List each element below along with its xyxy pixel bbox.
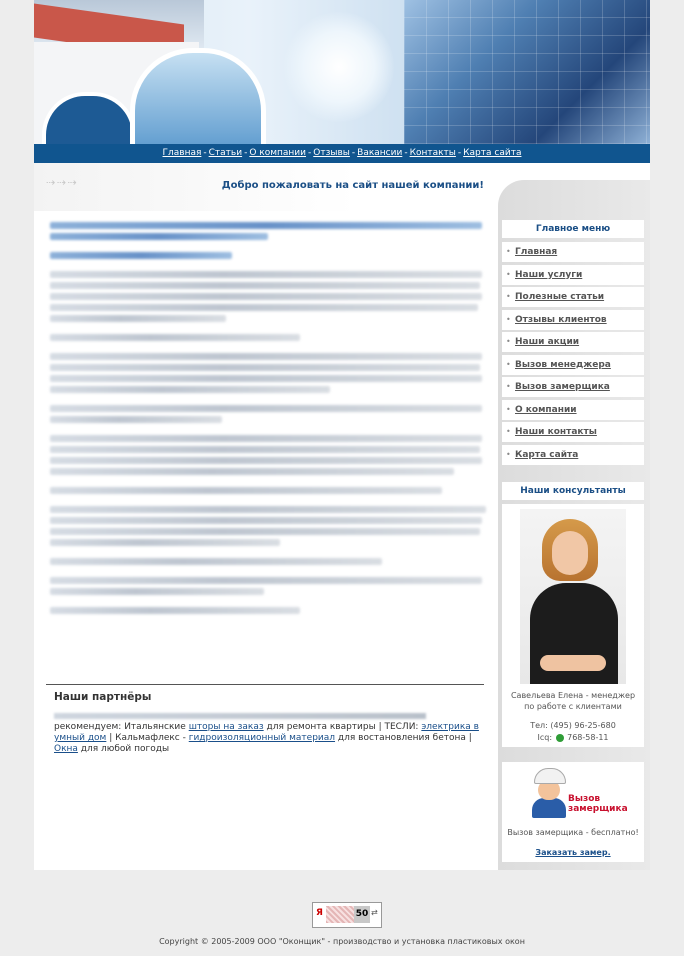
consultant-card — [502, 504, 644, 747]
refresh-arrows-icon: ⇄ — [371, 908, 378, 917]
banner-glass-building — [404, 0, 650, 144]
menu-item-about[interactable]: • О компании — [502, 400, 644, 420]
yandex-counter-badge[interactable] — [312, 902, 382, 928]
content-divider — [46, 684, 484, 685]
consultant-icq: Icq: 768-58-11 — [537, 733, 609, 742]
blurred-paragraph — [50, 506, 486, 546]
sidebar — [498, 180, 650, 870]
menu-item-sitemap[interactable]: • Карта сайта — [502, 445, 644, 465]
nav-about[interactable]: О компании — [249, 148, 307, 158]
consultant-name: Савельева Елена - менеджер по работе с клиентами — [510, 691, 636, 711]
counter-value: 50 — [354, 906, 370, 923]
blurred-paragraph — [50, 607, 486, 614]
menu-item-home[interactable]: • Главная — [502, 242, 644, 262]
partners-section — [54, 692, 486, 755]
consultant-phone: Тел: (495) 96-25-680 — [530, 721, 616, 730]
blurred-heading — [50, 222, 486, 240]
welcome-strip — [34, 163, 496, 211]
menu-item-call-measurer[interactable]: • Вызов замерщика — [502, 377, 644, 397]
copyright: Copyright © 2005-2009 ООО "Оконщик" - производство и установка пластиковых окон — [159, 937, 525, 946]
banner-window-glow — [284, 12, 394, 122]
blurred-paragraph — [50, 271, 486, 322]
consultant-contacts — [502, 720, 644, 744]
worker-helmet-icon — [532, 768, 566, 816]
blurred-paragraph — [50, 405, 486, 423]
page-container — [34, 0, 650, 870]
nav-reviews[interactable]: Отзывы — [313, 148, 350, 158]
order-measurement-link[interactable]: Заказать замер. — [535, 848, 611, 857]
banner-house-image — [34, 0, 204, 144]
nav-articles[interactable]: Статьи — [208, 148, 243, 158]
welcome-title: Добро пожаловать на сайт нашей компании! — [221, 180, 484, 191]
main-content — [50, 222, 486, 626]
menu-title: Главное меню — [502, 220, 644, 238]
blurred-paragraph — [50, 558, 486, 565]
partner-link-waterproofing[interactable]: гидроизоляционный материал — [188, 733, 336, 743]
menu-item-articles[interactable]: • Полезные статьи — [502, 287, 644, 307]
header-banner — [34, 0, 650, 144]
blurred-paragraph — [50, 487, 486, 494]
nav-home[interactable]: Главная — [162, 148, 202, 158]
menu-item-contacts[interactable]: • Наши контакты — [502, 422, 644, 442]
menu-item-reviews[interactable]: • Отзывы клиентов — [502, 310, 644, 330]
consultant-photo — [520, 509, 626, 684]
measurer-free-text: Вызов замерщика - бесплатно! — [507, 828, 639, 837]
top-navigation: Главная - Статьи - О компании - Отзывы - Вакансии - Контакты - Карта сайта — [34, 144, 650, 163]
blurred-subheading — [50, 252, 486, 259]
nav-sitemap[interactable]: Карта сайта — [463, 148, 522, 158]
blurred-partners-lead — [54, 713, 426, 719]
icq-flower-icon — [556, 734, 564, 742]
blurred-paragraph — [50, 334, 486, 341]
partner-link-windows[interactable]: Окна — [54, 744, 78, 754]
nav-contacts[interactable]: Контакты — [409, 148, 456, 158]
blurred-paragraph — [50, 435, 486, 475]
menu-item-services[interactable]: • Наши услуги — [502, 265, 644, 285]
partner-link-curtains[interactable]: шторы на заказ — [188, 722, 264, 732]
blurred-paragraph — [50, 577, 486, 595]
measurer-banner — [502, 762, 644, 862]
blurred-paragraph — [50, 353, 486, 393]
partners-text: рекомендуем: Итальянские шторы на заказ для ремонта квартиры | ТЕСЛИ: электрика в умный дом | Кальмафлекс - гидроизоляционный материал для востановления бетона | Окна для любой погоды — [54, 711, 486, 755]
arrows-decoration-icon: ⇢ ⇢ ⇢ — [46, 176, 76, 189]
consultants-title: Наши консультанты — [502, 482, 644, 500]
main-menu — [502, 242, 644, 467]
partner-link-electrics[interactable]: электрика в умный дом — [54, 722, 479, 743]
yandex-logo-icon: Я — [316, 908, 323, 918]
menu-item-promos[interactable]: • Наши акции — [502, 332, 644, 352]
nav-vacancies[interactable]: Вакансии — [357, 148, 403, 158]
menu-item-call-manager[interactable]: • Вызов менеджера — [502, 355, 644, 375]
measurer-logo[interactable]: Вызов замерщика — [568, 794, 628, 814]
partners-title: Наши партнёры — [54, 691, 152, 703]
